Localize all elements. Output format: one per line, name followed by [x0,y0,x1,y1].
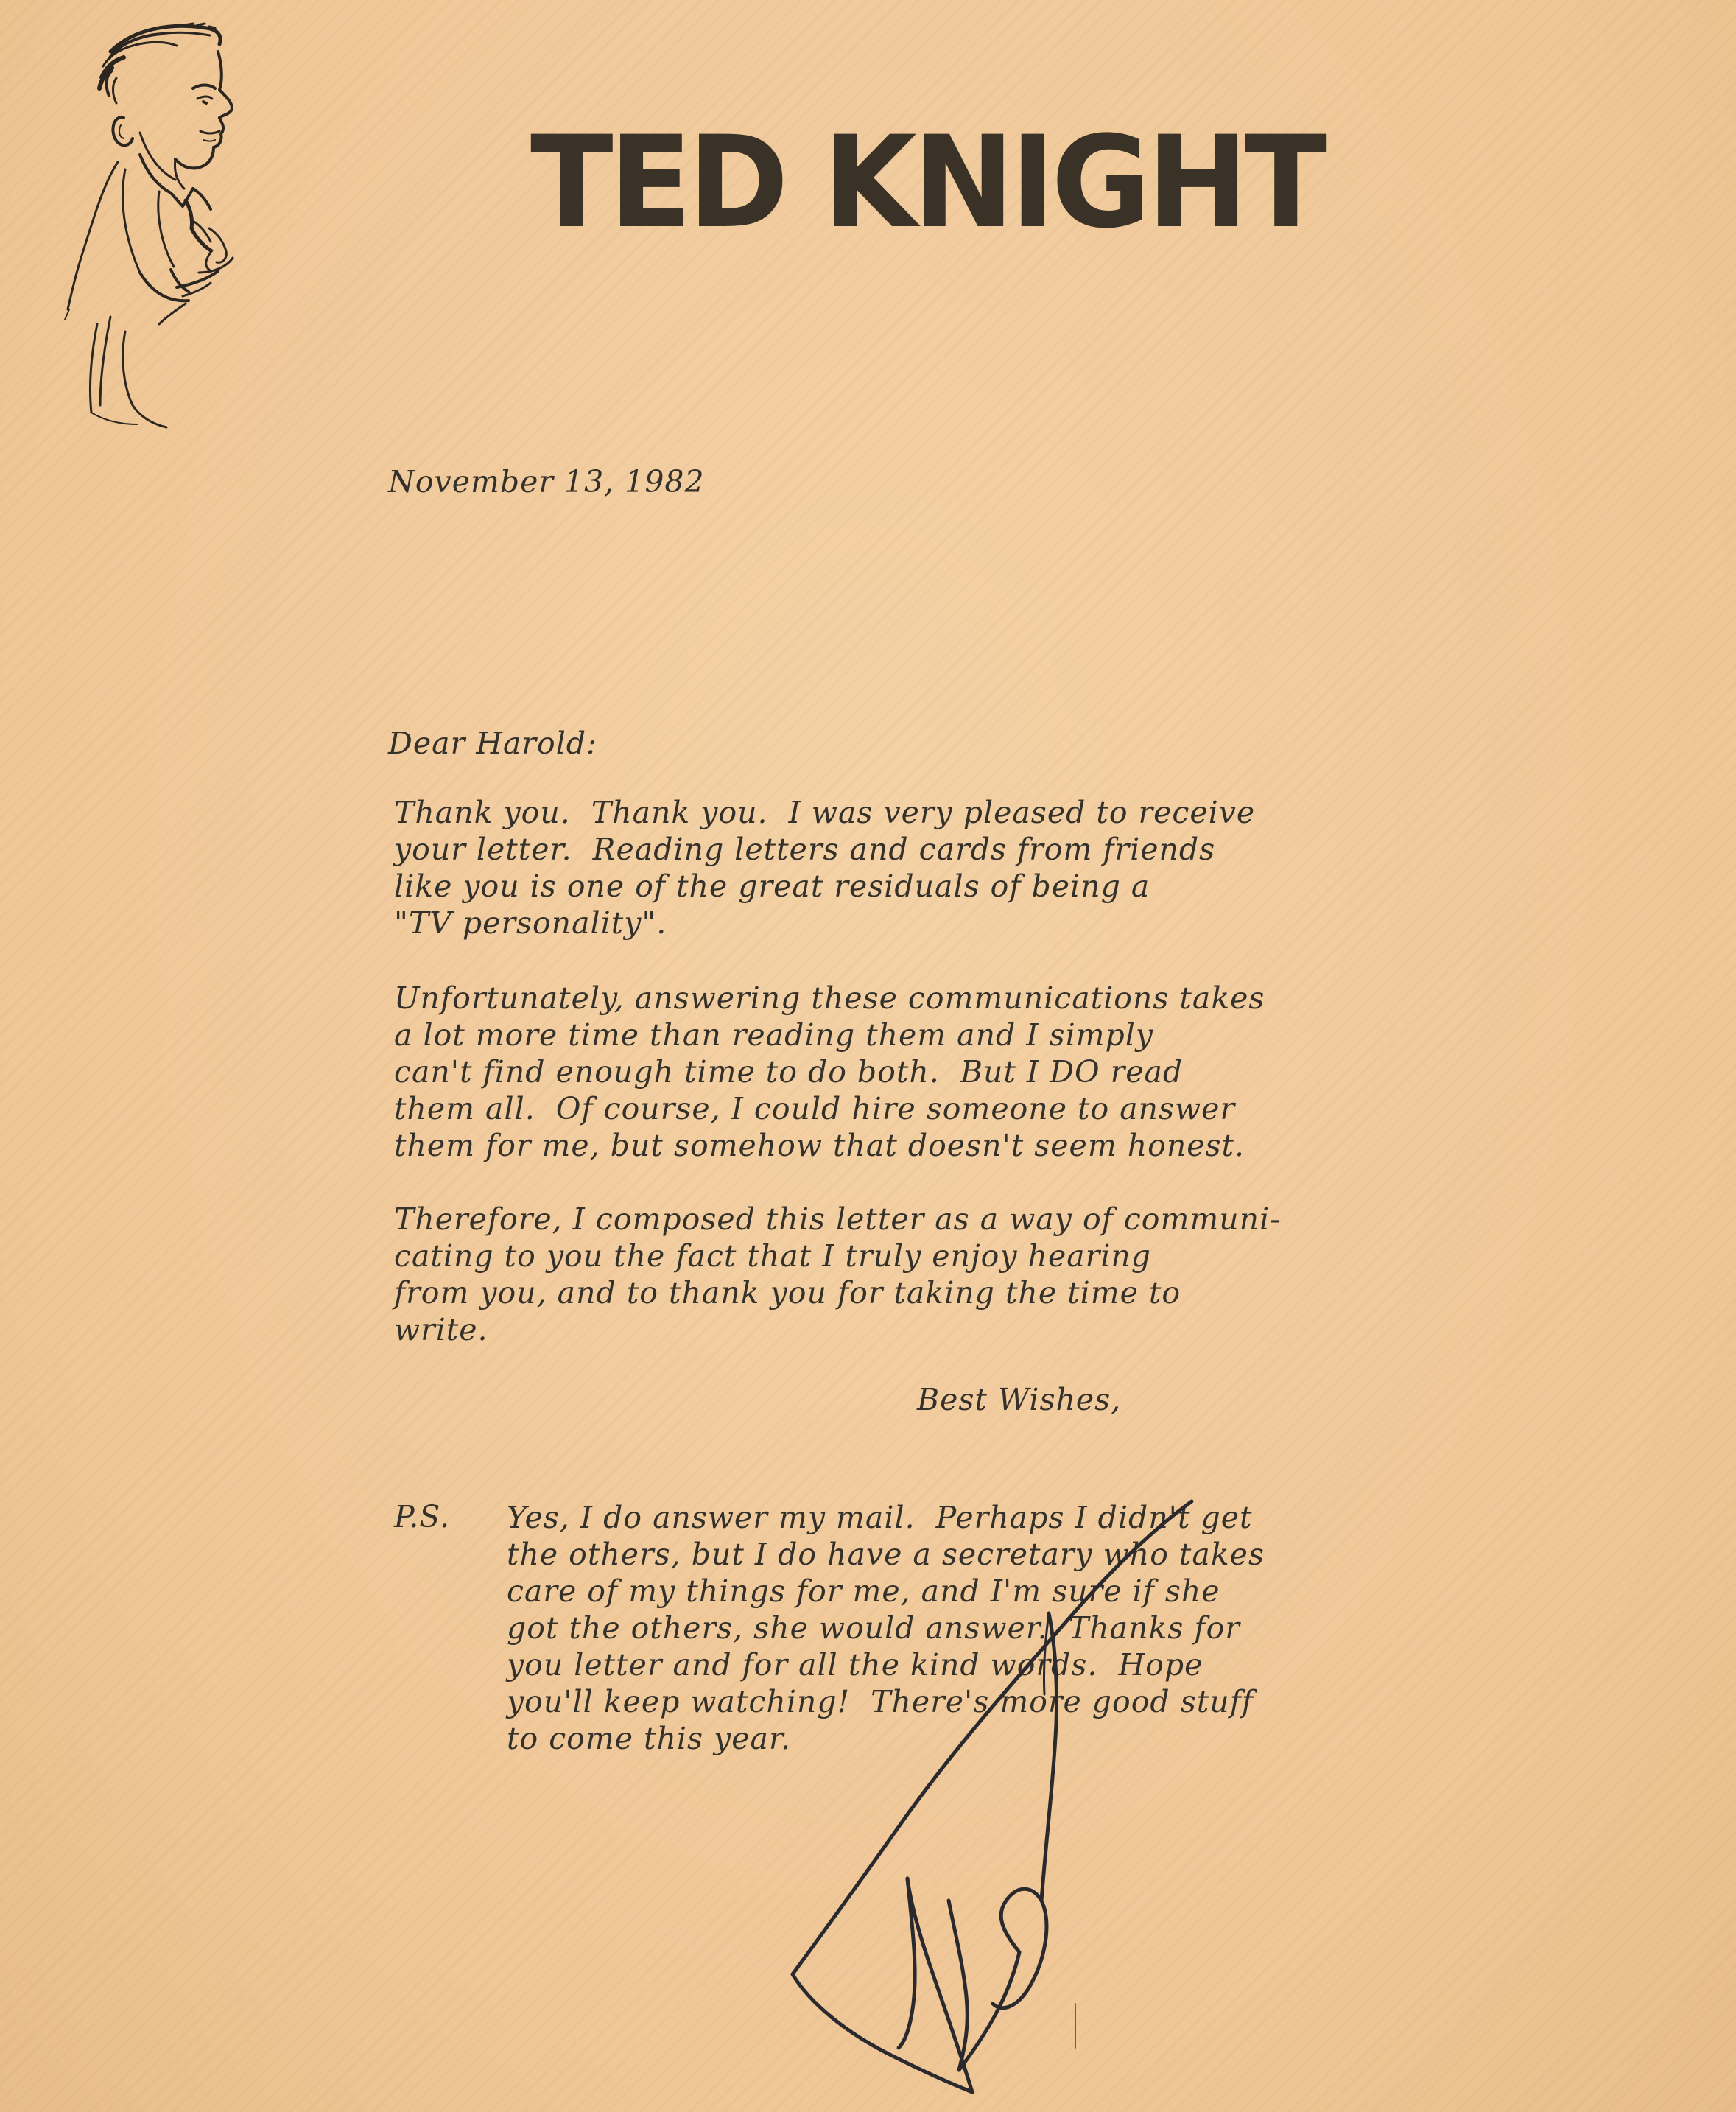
paragraph-line: Therefore, I composed this letter as a way of communi- [394,1201,1282,1237]
paragraph-3 [394,1201,1440,1348]
postscript-line: care of my things for me, and I'm sure if she [507,1574,1220,1609]
caricature-sketch [29,7,243,435]
postscript-line: you'll keep watching! There's more good stuff [507,1684,1254,1719]
letter-date: November 13, 1982 [388,464,705,499]
letterhead-name: TED KNIGHT [530,108,1324,256]
paragraph-line: them for me, but somehow that doesn't seem honest. [394,1128,1245,1163]
paragraph-line: from you, and to thank you for taking the time to [394,1275,1181,1311]
paragraph-line: Thank you. Thank you. I was very pleased to receive [394,795,1256,830]
paragraph-line: Unfortunately, answering these communications takes [394,980,1265,1016]
handwritten-signature [766,1488,1208,2099]
paragraph-line: write. [394,1312,488,1347]
postscript-line: you letter and for all the kind words. Hope [507,1647,1203,1683]
paragraph-1 [394,794,1440,941]
paragraph-line: them all. Of course, I could hire someone to answer [394,1091,1236,1126]
postscript-line: got the others, she would answer. Thanks for [507,1610,1240,1646]
postscript-line: to come this year. [507,1721,792,1756]
salutation: Dear Harold: [388,726,597,761]
paragraph-line: can't find enough time to do both. But I DO read [394,1054,1184,1090]
paragraph-line: "TV personality". [394,905,667,941]
paragraph-line: cating to you the fact that I truly enjoy hearing [394,1238,1152,1274]
postscript-line: the others, but I do have a secretary who takes [507,1537,1265,1572]
postscript-line: Yes, I do answer my mail. Perhaps I didn't get [507,1500,1253,1535]
paragraph-line: your letter. Reading letters and cards from friends [394,832,1216,867]
closing: Best Wishes, [917,1382,1122,1417]
paragraph-line: a lot more time than reading them and I simply [394,1017,1154,1053]
postscript-label: P.S. [394,1499,450,1534]
paragraph-line: like you is one of the great residuals of being a [394,869,1150,904]
paragraph-2 [394,980,1440,1164]
